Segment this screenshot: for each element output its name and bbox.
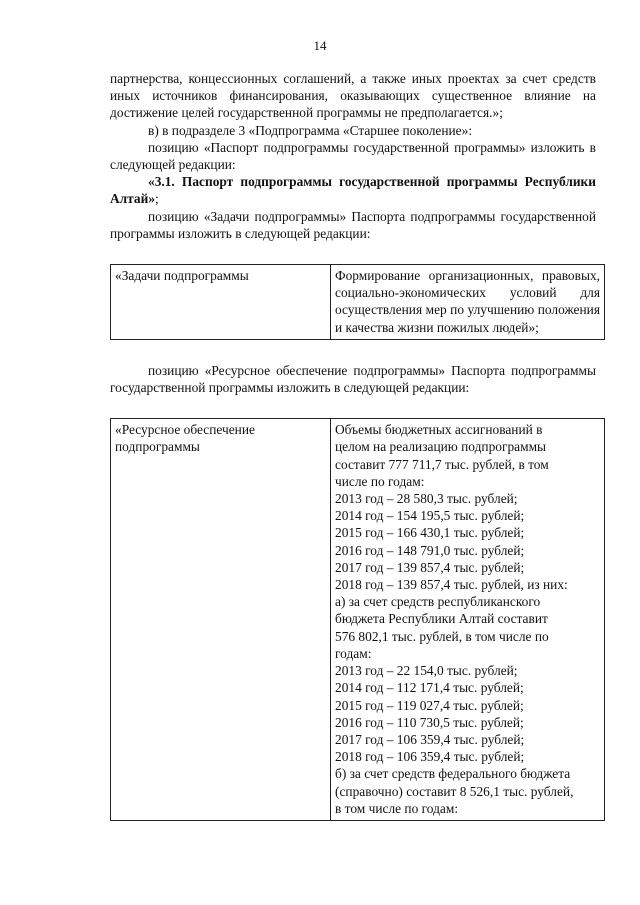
tasks-table [110,264,605,340]
tasks-table-value: Формирование организационных, правовых, социально-экономических условий для осуществления мер по улучшению положения и качества жизни пожилых людей»; [331,265,605,340]
resources-table [110,418,605,821]
paragraph-tasks-position: позицию «Задачи подпрограммы» Паспорта подпрограммы государственной программы изложить в следующей редакции: [110,208,596,241]
resources-line: составит 777 711,7 тыс. рублей, в том [335,456,549,472]
resources-line: Объемы бюджетных ассигнований в [335,422,543,438]
resources-line: 2014 год – 154 195,5 тыс. рублей; [335,508,525,524]
resources-line: 2017 год – 106 359,4 тыс. рублей; [335,731,525,747]
resources-line: 2015 год – 119 027,4 тыс. рублей; [335,697,524,713]
resources-line: 2016 год – 110 730,5 тыс. рублей; [335,714,524,730]
table-row [111,419,605,821]
resources-line: 2016 год – 148 791,0 тыс. рублей; [335,542,525,558]
resources-table-value [331,419,605,821]
resources-line: 2013 год – 28 580,3 тыс. рублей; [335,491,518,507]
resources-line: 2017 год – 139 857,4 тыс. рублей; [335,559,525,575]
passport-title-bold: «3.1. Паспорт подпрограммы государственной программы Республики Алтай» [110,174,596,207]
paragraph-continuation: партнерства, концессионных соглашений, а также иных проектах за счет средств иных источников финансирования, оказывающих существенное влияние на достижение целей государственной программы не предполагается.»; [110,71,596,121]
resources-line: в том числе по годам: [335,800,459,816]
resources-line: 2018 год – 139 857,4 тыс. рублей, из них: [335,577,568,593]
resources-line: а) за счет средств республиканского [335,594,541,610]
paragraph-passport-position: позицию «Паспорт подпрограммы государственной программы» изложить в следующей редакции: [110,139,596,173]
resources-line: 2014 год – 112 171,4 тыс. рублей; [335,680,524,696]
paragraph-resources-position: позицию «Ресурсное обеспечение подпрограммы» Паспорта подпрограммы государственной программы изложить в следующей редакции: [110,362,596,396]
resources-line: 2018 год – 106 359,4 тыс. рублей; [335,749,525,765]
paragraph-passport-title [110,173,596,207]
resources-line: 2013 год – 22 154,0 тыс. рублей; [335,663,518,679]
page-number: 14 [313,38,327,53]
resources-line: целом на реализацию подпрограммы [335,439,547,455]
resources-line: б) за счет средств федерального бюджета [335,766,571,782]
paragraph-subsection: в) в подразделе 3 «Подпрограмма «Старшее поколение»: [148,122,473,138]
resources-table-label: «Ресурсное обеспечение подпрограммы [111,419,331,821]
passport-title-tail: ; [155,191,159,207]
table-row [111,265,605,340]
resources-line: бюджета Республики Алтай составит [335,611,548,627]
resources-line: годам: [335,645,372,661]
tasks-table-label: «Задачи подпрограммы [111,265,331,340]
resources-line: 576 802,1 тыс. рублей, в том числе по [335,628,549,644]
resources-line: 2015 год – 166 430,1 тыс. рублей; [335,525,525,541]
resources-line: (справочно) составит 8 526,1 тыс. рублей, [335,783,574,799]
resources-line: числе по годам: [335,473,425,489]
document-body [110,70,600,821]
